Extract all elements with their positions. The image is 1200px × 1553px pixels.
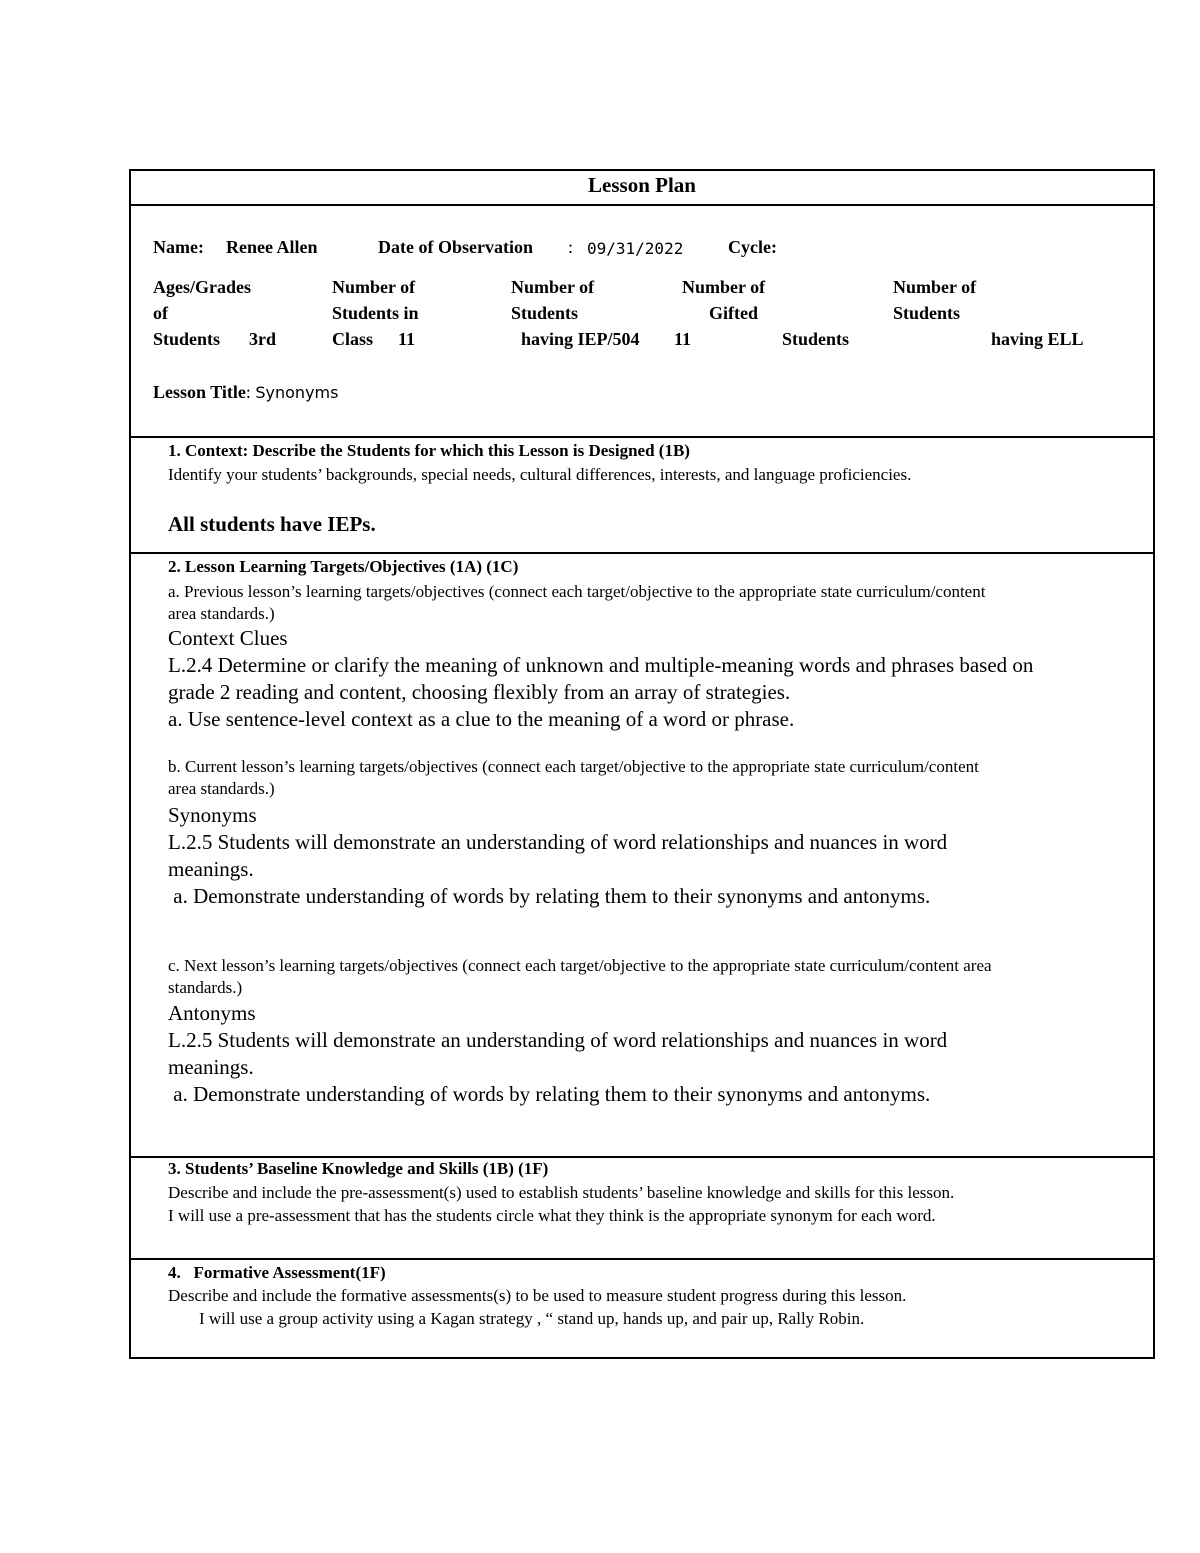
gifted-label-1: Number of (682, 277, 766, 297)
section2c-prompt-1: c. Next lesson’s learning targets/objectives (connect each target/objective to the appropriate state curriculum/content area (168, 956, 992, 975)
section2a-standard-1: L.2.4 Determine or clarify the meaning of unknown and multiple-meaning words and phrases based on (168, 653, 1034, 677)
section2c-standard-1: L.2.5 Students will demonstrate an understanding of word relationships and nuances in word (168, 1028, 948, 1052)
divider (131, 1156, 1153, 1158)
ages-grades-label-3: Students (153, 329, 221, 349)
lesson-title-row (153, 382, 338, 403)
divider (131, 436, 1153, 438)
class-size-label-2: Students in (332, 303, 419, 323)
section2-heading: 2. Lesson Learning Targets/Objectives (1A) (1C) (168, 557, 519, 576)
date-value: 09/31/2022 (587, 239, 684, 258)
date-label: Date of Observation (378, 237, 533, 257)
section2b-standard-1: L.2.5 Students will demonstrate an understanding of word relationships and nuances in word (168, 830, 948, 854)
section2a-standard-3: a. Use sentence-level context as a clue to the meaning of a word or phrase. (168, 707, 795, 731)
section4-heading: 4. Formative Assessment(1F) (168, 1263, 386, 1282)
gifted-label-3: Students (782, 329, 850, 349)
ages-grades-value: 3rd (249, 329, 276, 349)
class-size-label-3: Class (332, 329, 374, 349)
section3-answer: I will use a pre-assessment that has the students circle what they think is the appropriate synonym for each word. (168, 1206, 936, 1225)
ages-grades-label-1: Ages/Grades (153, 277, 251, 297)
divider (131, 552, 1153, 554)
section2b-topic: Synonyms (168, 803, 257, 827)
lesson-title-separator: : (245, 382, 251, 402)
section2a-prompt-1: a. Previous lesson’s learning targets/objectives (connect each target/objective to the appropriate state curriculum/content (168, 582, 986, 601)
section2b-prompt-1: b. Current lesson’s learning targets/objectives (connect each target/objective to the appropriate state curriculum/content (168, 757, 979, 776)
iep-label-1: Number of (511, 277, 595, 297)
section2c-standard-2: meanings. (168, 1055, 254, 1079)
section2c-standard-3: a. Demonstrate understanding of words by relating them to their synonyms and antonyms. (168, 1082, 931, 1106)
iep-label-3: having IEP/504 (521, 329, 640, 349)
lesson-plan-table (129, 169, 1155, 1359)
section4-answer: I will use a group activity using a Kagan strategy , “ stand up, hands up, and pair up, Rally Robin. (199, 1309, 865, 1328)
ages-grades-label-2: of (153, 303, 168, 323)
lesson-title-label: Lesson Title (153, 382, 246, 402)
section3-heading: 3. Students’ Baseline Knowledge and Skills (1B) (1F) (168, 1159, 549, 1178)
gifted-label-2: Gifted (709, 303, 758, 323)
date-separator: : (568, 237, 574, 257)
divider (131, 1258, 1153, 1260)
iep-label-2: Students (511, 303, 579, 323)
iep-value: 11 (674, 329, 692, 349)
lesson-title-value: Synonyms (255, 383, 339, 402)
section2a-prompt-2: area standards.) (168, 604, 275, 623)
ell-label-3: having ELL (991, 329, 1084, 349)
section2b-standard-2: meanings. (168, 857, 254, 881)
section2a-standard-2: grade 2 reading and content, choosing flexibly from an array of strategies. (168, 680, 791, 704)
section3-prompt: Describe and include the pre-assessment(s) used to establish students’ baseline knowledge and skills for this lesson. (168, 1183, 955, 1202)
section2c-topic: Antonyms (168, 1001, 256, 1025)
section1-answer: All students have IEPs. (168, 512, 376, 536)
name-value: Renee Allen (226, 237, 318, 257)
section2b-standard-3: a. Demonstrate understanding of words by relating them to their synonyms and antonyms. (168, 884, 931, 908)
name-label: Name: (153, 237, 204, 257)
section1-heading: 1. Context: Describe the Students for which this Lesson is Designed (1B) (168, 441, 690, 460)
class-size-label-1: Number of (332, 277, 416, 297)
ell-label-1: Number of (893, 277, 977, 297)
cycle-label: Cycle: (728, 237, 777, 257)
section2c-prompt-2: standards.) (168, 978, 243, 997)
section4-prompt: Describe and include the formative assessments(s) to be used to measure student progress during this lesson. (168, 1286, 907, 1305)
divider (131, 204, 1153, 206)
ell-label-2: Students (893, 303, 961, 323)
section1-prompt: Identify your students’ backgrounds, special needs, cultural differences, interests, and language proficiencies. (168, 465, 912, 484)
section2b-prompt-2: area standards.) (168, 779, 275, 798)
section2a-topic: Context Clues (168, 626, 288, 650)
class-size-value: 11 (398, 329, 416, 349)
page-title: Lesson Plan (588, 173, 696, 197)
